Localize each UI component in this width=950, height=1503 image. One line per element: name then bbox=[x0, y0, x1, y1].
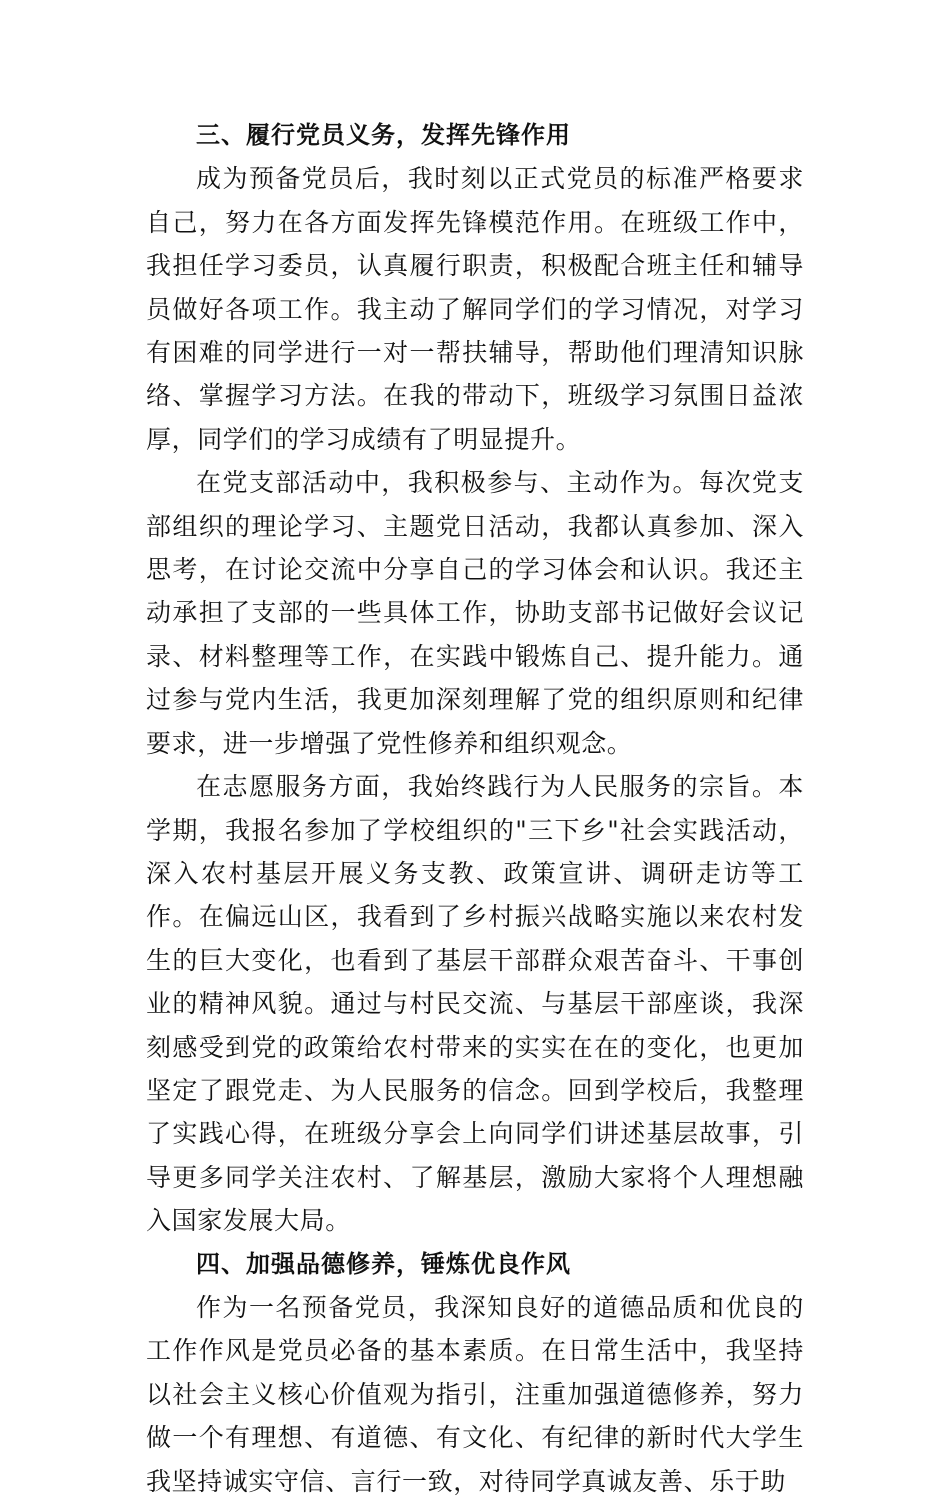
section-heading-4: 四、加强品德修养，锤炼优良作风 bbox=[196, 1249, 571, 1278]
paragraph: 成为预备党员后，我时刻以正式党员的标准严格要求自己，努力在各方面发挥先锋模范作用。在班级工作中，我担任学习委员，认真履行职责，积极配合班主任和辅导员做好各项工作。我主动了解同学们的学习情况，对学习有困难的同学进行一对一帮扶辅导，帮助他们理清知识脉络、掌握学习方法。在我的带动下，班级学习氛围日益浓厚，同学们的学习成绩有了明显提升。 bbox=[146, 164, 804, 454]
paragraph: 作为一名预备党员，我深知良好的道德品质和优良的工作作风是党员必备的基本素质。在日常生活中，我坚持以社会主义核心价值观为指引，注重加强道德修养，努力做一个有理想、有道德、有文化、有纪律的新时代大学生我坚持诚实守信、言行一致，对待同学真诚友善、乐于助 bbox=[146, 1292, 804, 1496]
paragraph: 在志愿服务方面，我始终践行为人民服务的宗旨。本学期，我报名参加了学校组织的"三下乡"社会实践活动，深入农村基层开展义务支教、政策宣讲、调研走访等工作。在偏远山区，我看到了乡村振兴战略实施以来农村发生的巨大变化，也看到了基层干部群众艰苦奋斗、干事创业的精神风貌。通过与村民交流、与基层干部座谈，我深刻感受到党的政策给农村带来的实实在在的变化，也更加坚定了跟党走、为人民服务的信念。回到学校后，我整理了实践心得，在班级分享会上向同学们讲述基层故事，引导更多同学关注农村、了解基层，激励大家将个人理想融入国家发展大局。 bbox=[146, 772, 804, 1236]
section-heading-3: 三、履行党员义务，发挥先锋作用 bbox=[196, 121, 571, 149]
document-body bbox=[146, 114, 804, 1503]
paragraph: 在党支部活动中，我积极参与、主动作为。每次党支部组织的理论学习、主题党日活动，我都认真参加、深入思考，在讨论交流中分享自己的学习体会和认识。我还主动承担了支部的一些具体工作，协助支部书记做好会议记录、材料整理等工作，在实践中锻炼自己、提升能力。通过参与党内生活，我更加深刻理解了党的组织原则和纪律要求，进一步增强了党性修养和组织观念。 bbox=[146, 468, 804, 758]
